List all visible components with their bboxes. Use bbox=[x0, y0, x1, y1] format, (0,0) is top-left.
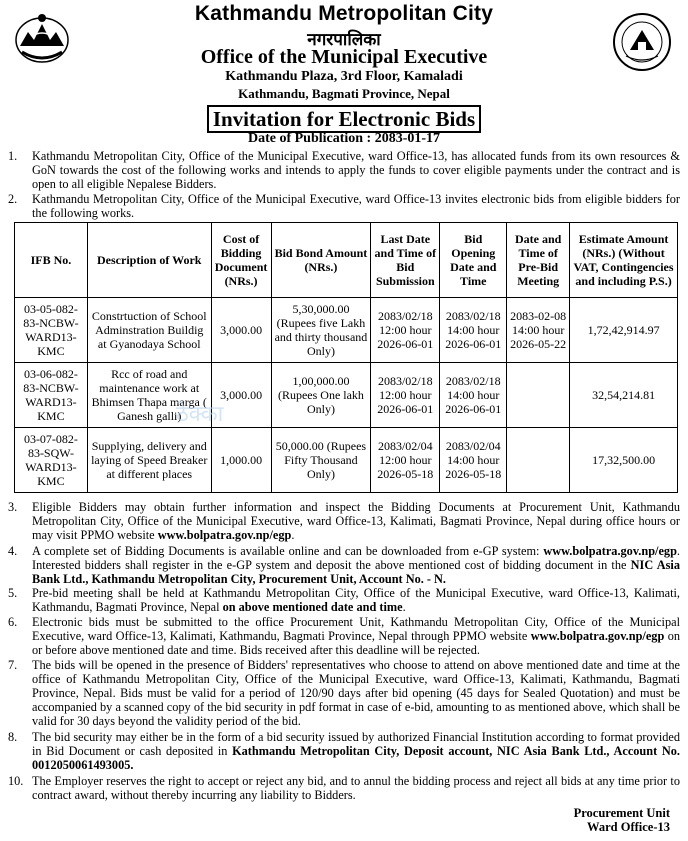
paragraph-text: Eligible Bidders may obtain further information and inspect the Bidding Documents at Procurement Unit, Kathmandu Metropolitan City, Office of the Municipal Executive, ward Office-13, Kalimati, Bagmati Province, Nepal during office hours or may visit PPMO website www.bolpatra.gov.np/egp. bbox=[32, 500, 680, 542]
ppmo-link: www.bolpatra.gov.np/egp bbox=[157, 528, 292, 542]
paragraph-number: 3. bbox=[8, 500, 18, 514]
paragraph-5 bbox=[8, 586, 680, 614]
paragraph-8 bbox=[8, 730, 680, 772]
notice-header bbox=[0, 0, 688, 105]
paragraph-text: The bids will be opened in the presence of Bidders' representatives who choose to attend on above mentioned date and time at the office of Kathmandu Metropolitan City, Office of the Municipal Executive, ward Office-13, Kalimati, Kathmandu, Bagmati Province, Nepal. Bids must be valid for a period of 120/90 days after bid opening (45 days for Sealed Quotation) and must be accompanied by a scanned copy of the bid security in pdf format in case of e-bid, amounting to as mentioned above, which shall be valid for 30 days beyond the validity period of the bid. bbox=[32, 658, 680, 728]
header-prebid: Date and Time of Pre-Bid Meeting bbox=[507, 223, 570, 298]
watermark-text: ठेक्का bbox=[176, 402, 224, 427]
table-row bbox=[15, 428, 678, 493]
paragraph-4 bbox=[8, 544, 680, 586]
table-row bbox=[15, 298, 678, 363]
header-description: Description of Work bbox=[87, 223, 211, 298]
cell-bond: 5,30,000.00 (Rupees five Lakh and thirty thousand Only) bbox=[271, 298, 371, 363]
paragraph-6 bbox=[8, 615, 680, 657]
header-opening: Bid Opening Date and Time bbox=[440, 223, 507, 298]
paragraph-text: The Employer reserves the right to accept or reject any bid, and to annul the bidding process and reject all bids at any time prior to contract award, without thereby incurring any liability to Bidders. bbox=[32, 774, 680, 802]
cell-last-date: 2083/02/18 12:00 hour 2026-06-01 bbox=[371, 298, 440, 363]
header-last-date: Last Date and Time of Bid Submission bbox=[371, 223, 440, 298]
bank-account: NIC Asia Bank Ltd., Kathmandu Metropolitan City, Procurement Unit, Account No. - N. bbox=[32, 558, 680, 586]
paragraph-number: 1. bbox=[8, 149, 18, 163]
address-line-1: Kathmandu Plaza, 3rd Floor, Kamaladi bbox=[225, 69, 463, 84]
cell-opening: 2083/02/04 14:00 hour 2026-05-18 bbox=[440, 428, 507, 493]
paragraph-7 bbox=[8, 658, 680, 728]
cell-estimate: 32,54,214.81 bbox=[570, 363, 678, 428]
cell-ifb: 03-06-082-83-NCBW-WARD13-KMC bbox=[15, 363, 88, 428]
cell-description: Rcc of road and maintenance work at Bhimsen Thapa marga ( Ganesh galli) bbox=[87, 363, 211, 428]
table-header-row bbox=[15, 223, 678, 298]
paragraph-text: Kathmandu Metropolitan City, Office of the Municipal Executive, ward Office-13, has allocated funds from its own resources & GoN towards the cost of the following works and intends to apply the funds to cover eligible payments under the contract and is open to all eligible Nepalese Bidders. bbox=[32, 149, 680, 191]
city-title: Kathmandu Metropolitan City bbox=[194, 2, 494, 25]
paragraph-1 bbox=[8, 149, 680, 191]
paragraph-3 bbox=[8, 500, 680, 542]
cell-prebid bbox=[507, 428, 570, 493]
devanagari-title: नगरपालिका bbox=[307, 30, 381, 49]
cell-description: Supplying, delivery and laying of Speed Breaker at different places bbox=[87, 428, 211, 493]
signature-office: Ward Office-13 bbox=[587, 820, 670, 834]
paragraph-text: Electronic bids must be submitted to the office Procurement Unit, Kathmandu Metropolitan City, Office of the Municipal Executive, ward Office-13, Kalimati, Kathmandu, Bagmati Province, Nepal through PPMO website www.bolpatra.gov.np/egp on or before above mentioned date and time. Bids received after this deadline will be rejected. bbox=[32, 615, 681, 657]
cell-bond: 1,00,000.00 (Rupees One lakh Only) bbox=[271, 363, 371, 428]
address-line-2: Kathmandu, Bagmati Province, Nepal bbox=[238, 86, 450, 101]
paragraph-number: 8. bbox=[8, 730, 18, 744]
paragraph-text: A complete set of Bidding Documents is available online and can be downloaded from e-GP system: www.bolpatra.gov.np/egp. Interested bidders shall register in the e-GP system and deposit the above mentioned cost of bidding document in the NIC Asia Bank Ltd., Kathmandu Metropolitan City, Procurement Unit, Account No. - N. bbox=[32, 544, 680, 586]
office-title: Office of the Municipal Executive bbox=[200, 46, 488, 68]
paragraph-number: 7. bbox=[8, 658, 18, 672]
cell-cost: 3,000.00 bbox=[211, 363, 271, 428]
cell-prebid: 2083-02-08 14:00 hour 2026-05-22 bbox=[507, 298, 570, 363]
paragraph-number: 6. bbox=[8, 615, 18, 629]
cell-opening: 2083/02/18 14:00 hour 2026-06-01 bbox=[440, 363, 507, 428]
cell-prebid bbox=[507, 363, 570, 428]
cell-opening: 2083/02/18 14:00 hour 2026-06-01 bbox=[440, 298, 507, 363]
paragraph-text: The bid security may either be in the form of a bid security issued by authorized Financial Institution according to format provided in Bid Document or cash deposited in Kathmandu Metropolitan City, Deposit account, NIC Asia Bank Ltd., Account No. 0012050061493005. bbox=[32, 730, 680, 772]
paragraph-10 bbox=[8, 774, 680, 802]
deposit-account: Kathmandu Metropolitan City, Deposit account, NIC Asia Bank Ltd., Account No. 0012050061493005. bbox=[32, 744, 680, 772]
paragraph-number: 2. bbox=[8, 192, 18, 206]
header-cost: Cost of Bidding Document (NRs.) bbox=[211, 223, 271, 298]
egp-link: www.bolpatra.gov.np/egp bbox=[543, 544, 677, 558]
publication-date: Date of Publication : 2083-01-17 bbox=[247, 131, 441, 146]
paragraph-number: 5. bbox=[8, 586, 18, 600]
cell-estimate: 17,32,500.00 bbox=[570, 428, 678, 493]
paragraph-2 bbox=[8, 192, 680, 220]
cell-estimate: 1,72,42,914.97 bbox=[570, 298, 678, 363]
paragraph-number: 4. bbox=[8, 544, 18, 558]
paragraph-text: Pre-bid meeting shall be held at Kathmandu Metropolitan City, Office of the Municipal Executive, ward Office-13, Kalimati, Kathmandu, Bagmati Province, Nepal on above mentioned date and time. bbox=[32, 586, 680, 614]
cell-cost: 1,000.00 bbox=[211, 428, 271, 493]
header-bond: Bid Bond Amount (NRs.) bbox=[271, 223, 371, 298]
paragraph-number: 10. bbox=[8, 774, 24, 788]
cell-bond: 50,000.00 (Rupees Fifty Thousand Only) bbox=[271, 428, 371, 493]
table-row bbox=[15, 363, 678, 428]
cell-description: Constrtuction of School Adminstration Buildig at Gyanodaya School bbox=[87, 298, 211, 363]
cell-last-date: 2083/02/04 12:00 hour 2026-05-18 bbox=[371, 428, 440, 493]
header-estimate: Estimate Amount (NRs.) (Without VAT, Contingencies and including P.S.) bbox=[570, 223, 678, 298]
cell-last-date: 2083/02/18 12:00 hour 2026-06-01 bbox=[371, 363, 440, 428]
header-ifb: IFB No. bbox=[15, 223, 88, 298]
notice-heading: Invitation for Electronic Bids bbox=[207, 105, 481, 133]
heading-wrap bbox=[0, 105, 688, 133]
cell-ifb: 03-05-082-83-NCBW-WARD13-KMC bbox=[15, 298, 88, 363]
cell-ifb: 03-07-082-83-SQW-WARD13-KMC bbox=[15, 428, 88, 493]
bids-table bbox=[14, 222, 678, 493]
cell-cost: 3,000.00 bbox=[211, 298, 271, 363]
signature-unit: Procurement Unit bbox=[573, 806, 670, 820]
ppmo-link: www.bolpatra.gov.np/egp bbox=[530, 629, 665, 643]
paragraph-text: Kathmandu Metropolitan City, Office of the Municipal Executive, ward Office-13 invites electronic bids from eligible bidders for the following works. bbox=[32, 192, 680, 220]
